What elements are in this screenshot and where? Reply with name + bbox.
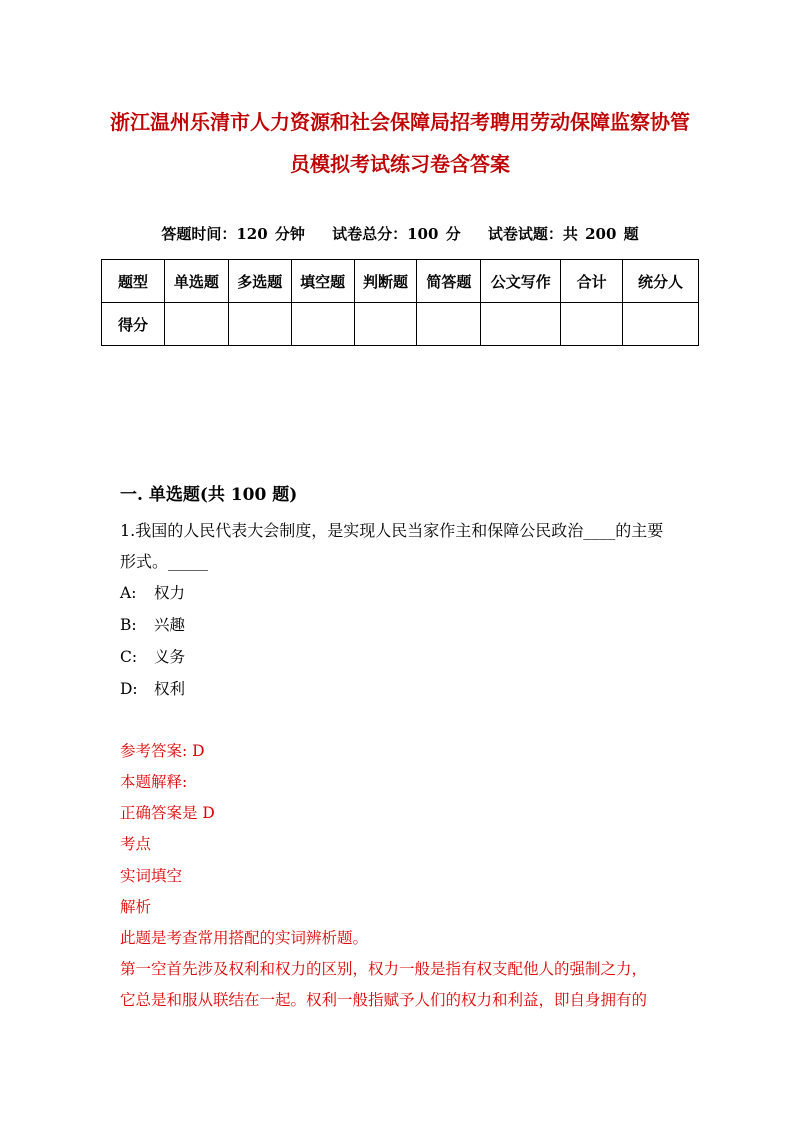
score-table-header-cell: 合计 <box>561 260 623 303</box>
score-table-header-cell: 简答题 <box>417 260 481 303</box>
analysis-line2: 第一空首先涉及权利和权力的区别，权力一般是指有权支配他人的强制之力， <box>120 960 648 978</box>
kaodian-label: 考点 <box>120 835 152 853</box>
exam-total-score: 试卷总分：100 分 <box>332 225 461 243</box>
option-c <box>120 645 185 667</box>
kaodian-value: 实词填空 <box>120 867 183 885</box>
score-cell <box>228 303 291 346</box>
reference-answer: 参考答案: D <box>120 742 205 760</box>
option-text: 权利 <box>154 680 186 698</box>
exam-time: 答题时间：120 分钟 <box>161 225 305 243</box>
option-key: C: <box>120 648 138 666</box>
option-text: 兴趣 <box>154 616 186 634</box>
correct-answer: 正确答案是 D <box>120 804 215 822</box>
score-table-header-cell: 公文写作 <box>481 260 561 303</box>
document-title-line1: 浙江温州乐清市人力资源和社会保障局招考聘用劳动保障监察协管 <box>110 110 690 134</box>
score-table-header-cell: 单选题 <box>164 260 228 303</box>
score-cell <box>417 303 481 346</box>
analysis-label: 解析 <box>120 898 152 916</box>
score-table-header-cell: 填空题 <box>291 260 354 303</box>
score-table-score-row <box>102 303 699 346</box>
option-d <box>120 677 185 699</box>
score-cell <box>561 303 623 346</box>
option-b <box>120 613 185 635</box>
option-key: B: <box>120 616 137 634</box>
option-key: A: <box>120 584 137 602</box>
score-table-header-cell: 题型 <box>102 260 165 303</box>
score-cell <box>623 303 699 346</box>
score-cell <box>291 303 354 346</box>
exam-meta <box>0 223 800 244</box>
score-table-header-cell: 多选题 <box>228 260 291 303</box>
score-cell <box>481 303 561 346</box>
option-text: 权力 <box>154 584 186 602</box>
option-key: D: <box>120 680 138 698</box>
question-text-line2: 形式。_____ <box>120 552 209 571</box>
score-table <box>101 259 699 346</box>
score-table-header-cell: 判断题 <box>354 260 417 303</box>
explanation-label: 本题解释: <box>120 773 188 791</box>
question-text-line1: 1.我国的人民代表大会制度，是实现人民当家作主和保障公民政治____的主要 <box>120 521 664 540</box>
score-row-label: 得分 <box>102 303 165 346</box>
option-text: 义务 <box>154 648 186 666</box>
analysis-line3: 它总是和服从联结在一起。权利一般指赋予人们的权力和利益，即自身拥有的 <box>120 991 648 1009</box>
exam-question-count: 试卷试题：共 200 题 <box>487 225 639 243</box>
option-a <box>120 581 185 603</box>
score-cell <box>164 303 228 346</box>
score-table-header-row <box>102 260 699 303</box>
document-title-line2: 员模拟考试练习卷含答案 <box>290 152 510 176</box>
section-title: 一. 单选题(共 100 题) <box>120 485 298 505</box>
score-cell <box>354 303 417 346</box>
analysis-line1: 此题是考查常用搭配的实词辨析题。 <box>120 929 369 947</box>
score-table-header-cell: 统分人 <box>623 260 699 303</box>
